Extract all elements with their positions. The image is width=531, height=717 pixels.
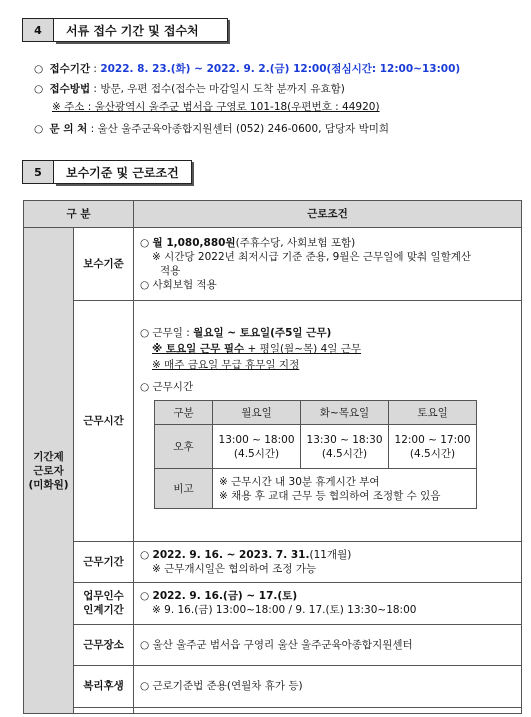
section-5-header bbox=[22, 160, 192, 184]
section-number: 5 bbox=[22, 160, 54, 184]
period-cell: ○ 2022. 9. 16. ~ 2023. 7. 31.(11개월) ※ 근무개시일은 협의하여 조정 가능 bbox=[134, 541, 522, 583]
section-title: 서류 접수 기간 및 접수처 bbox=[54, 18, 228, 42]
table-row bbox=[24, 541, 522, 583]
apply-period: ○ 접수기간 : 2022. 8. 23.(화) ~ 2022. 9. 2.(금) 12:00(점심시간: 12:00~13:00) bbox=[34, 63, 461, 75]
table-row bbox=[24, 624, 522, 666]
saturday-hours: 12:00 ~ 17:00 (4.5시간) bbox=[389, 425, 477, 469]
notes-cell: ※ 근무시간 내 30분 휴게시간 부여 ※ 채용 후 교대 근무 등 협의하여 조정할 수 있음 bbox=[213, 469, 477, 509]
hours-inner-table bbox=[154, 400, 477, 509]
period-value: 2022. 8. 23.(화) ~ 2022. 9. 2.(금) 12:00(점심시간: 12:00~13:00) bbox=[100, 63, 461, 75]
table-row-trailing bbox=[24, 707, 522, 713]
conditions-table bbox=[23, 200, 522, 714]
hours-cell: ○ 근무일 : 월요일 ~ 토요일(주5일 근무) ※ 토요일 근무 필수 + 평일(월~목) 4일 근무 ※ 매주 금요일 무급 휴무일 지정 ○ 근무시간 구분 월요일 화~목요일 토요일 오후 13:00 ~ 18:00 (4.5시간) 13:30 ~ 18:30 (4.5시간) 12:00 ~ 17:00 (4.5시간) 비고 ※ 근무시간 내 30분 휴게시간 부여 ※ 채용 후 교대 근무 등 협의하여 조정할 수 있음 bbox=[134, 300, 522, 541]
circle-bullet-icon: ○ bbox=[34, 83, 44, 95]
period-label: 근무기간 bbox=[74, 541, 134, 583]
inner-row-afternoon: 오후 13:00 ~ 18:00 (4.5시간) 13:30 ~ 18:30 (4.5시간) 12:00 ~ 17:00 (4.5시간) bbox=[155, 425, 477, 469]
table-row bbox=[24, 300, 522, 541]
inner-row-notes: 비고 ※ 근무시간 내 30분 휴게시간 부여 ※ 채용 후 교대 근무 등 협의하여 조정할 수 있음 bbox=[155, 469, 477, 509]
section-number: 4 bbox=[22, 18, 54, 42]
address-note: ※ 주소 : 울산광역시 울주군 범서읍 구영로 101-18(우편번호 : 44920) bbox=[52, 101, 380, 113]
monday-hours: 13:00 ~ 18:00 (4.5시간) bbox=[213, 425, 301, 469]
table-header-row bbox=[24, 201, 522, 228]
inner-header-row: 구분 월요일 화~목요일 토요일 bbox=[155, 401, 477, 425]
place-label: 근무장소 bbox=[74, 624, 134, 666]
hours-label: 근무시간 bbox=[74, 300, 134, 541]
table-row bbox=[24, 228, 522, 301]
method-value: 방문, 우편 접수(접수는 마감일시 도착 분까지 유효함) bbox=[100, 83, 345, 95]
group-label: 기간제 근로자 (미화원) bbox=[24, 228, 74, 714]
pay-label: 보수기준 bbox=[74, 228, 134, 301]
header-condition: 근로조건 bbox=[134, 201, 522, 228]
contact-info: ○ 문 의 처 : 울산 울주군육아종합지원센터 (052) 246-0600, 담당자 박미희 bbox=[34, 123, 390, 135]
welfare-cell: ○ 근로기준법 준용(연월차 휴가 등) bbox=[134, 666, 522, 708]
apply-method: ○ 접수방법 : 방문, 우편 접수(접수는 마감일시 도착 분까지 유효함) bbox=[34, 83, 345, 95]
pay-cell: ○ 월 1,080,880원(주휴수당, 사회보험 포함) ※ 시간당 2022년 최저시급 기준 준용, 9월은 근무일에 맞춰 일할계산 적용 ○ 사회보험 적용 bbox=[134, 228, 522, 301]
tue-thu-hours: 13:30 ~ 18:30 (4.5시간) bbox=[301, 425, 389, 469]
section-4-header bbox=[22, 18, 228, 42]
contact-value: 울산 울주군육아종합지원센터 (052) 246-0600, 담당자 박미희 bbox=[97, 123, 390, 135]
handover-cell: ○ 2022. 9. 16.(금) ~ 17.(토) ※ 9. 16.(금) 13:00~18:00 / 9. 17.(토) 13:30~18:00 bbox=[134, 583, 522, 625]
table-row bbox=[24, 583, 522, 625]
header-category: 구 분 bbox=[24, 201, 134, 228]
circle-bullet-icon: ○ bbox=[34, 123, 44, 135]
table-row bbox=[24, 666, 522, 708]
welfare-label: 복리후생 bbox=[74, 666, 134, 708]
place-cell: ○ 울산 울주군 범서읍 구영리 울산 울주군육아종합지원센터 bbox=[134, 624, 522, 666]
section-title: 보수기준 및 근로조건 bbox=[54, 160, 192, 184]
handover-label: 업무인수 인계기간 bbox=[74, 583, 134, 625]
circle-bullet-icon: ○ bbox=[34, 63, 44, 75]
